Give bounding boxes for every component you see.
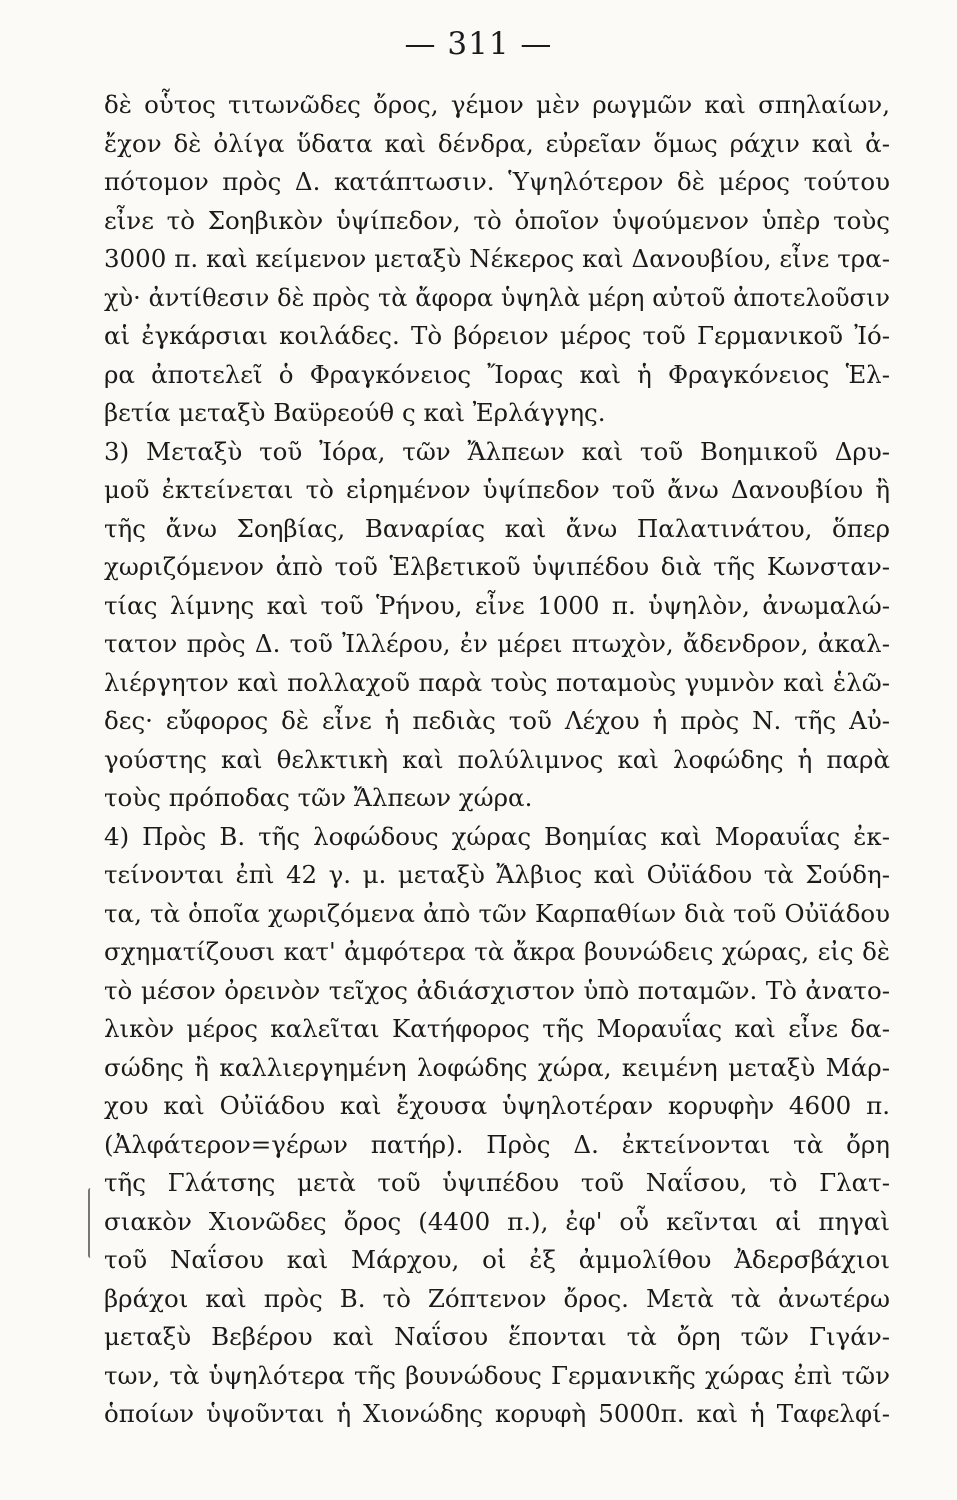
text-line: πότομον πρὸς Δ. κατάπτωσιν. Ὑψηλότερον δὲ μέρος τούτου xyxy=(104,167,890,196)
text-line: λικὸν μέρος καλεῖται Κατήφορος τῆς Μοραυΐας καὶ εἶνε δα- xyxy=(104,1014,890,1043)
text-line: τῆς Γλάτσης μετὰ τοῦ ὑψιπέδου τοῦ Ναΐσου, τὸ Γλατ- xyxy=(104,1168,890,1197)
text-line: χωριζόμενον ἀπὸ τοῦ Ἑλβετικοῦ ὑψιπέδου διὰ τῆς Κωνσταν- xyxy=(104,552,890,581)
text-line: τατον πρὸς Δ. τοῦ Ἰλλέρου, ἐν μέρει πτωχὸν, ἄδενδρον, ἀκαλ- xyxy=(104,629,890,658)
text-line: βετία μεταξὺ Βαϋρεούθ ς καὶ Ἐρλάγγης. xyxy=(104,398,606,427)
page-number: — 311 — xyxy=(404,26,553,62)
text-line: δες· εὔφορος δὲ εἶνε ἡ πεδιὰς τοῦ Λέχου ἡ πρὸς Ν. τῆς Αὐ- xyxy=(104,706,890,735)
margin-mark xyxy=(88,1188,93,1258)
text-line: τίας λίμνης καὶ τοῦ Ῥήνου, εἶνε 1000 π. ὑψηλὸν, ἀνωμαλώ- xyxy=(104,590,890,620)
text-line: τὸ μέσον ὀρεινὸν τεῖχος ἀδιάσχιστον ὑπὸ ποταμῶν. Τὸ ἀνατο- xyxy=(104,975,890,1005)
text-line: μεταξὺ Βεβέρου καὶ Ναΐσου ἕπονται τὰ ὄρη τῶν Γιγάν- xyxy=(104,1322,890,1351)
text-line: γούστης καὶ θελκτικὴ καὶ πολύλιμνος καὶ λοφώδης ἡ παρὰ xyxy=(104,744,890,774)
text-line: 3) Μεταξὺ τοῦ Ἰόρα, τῶν Ἄλπεων καὶ τοῦ Βοημικοῦ Δρυ- xyxy=(104,436,890,466)
text-line: εἶνε τὸ Σοηβικὸν ὑψίπεδον, τὸ ὁποῖον ὑψούμενον ὑπὲρ τοὺς xyxy=(104,205,890,235)
text-line: μοῦ ἐκτείνεται τὸ εἰρημένον ὑψίπεδον τοῦ ἄνω Δανουβίου ἢ xyxy=(104,475,890,504)
text-line: λιέργητον καὶ πολλαχοῦ παρὰ τοὺς ποταμοὺς γυμνὸν καὶ ἑλῶ- xyxy=(104,667,890,697)
text-line: τα, τὰ ὁποῖα χωριζόμενα ἀπὸ τῶν Καρπαθίων διὰ τοῦ Οὐϊάδου xyxy=(104,898,890,928)
text-line: αἱ ἐγκάρσιαι κοιλάδες. Τὸ βόρειον μέρος τοῦ Γερμανικοῦ Ἰό- xyxy=(104,321,890,350)
text-line: 4) Πρὸς Β. τῆς λοφώδους χώρας Βοημίας καὶ Μοραυΐας ἐκ- xyxy=(104,821,890,851)
text-line: ρα ἀποτελεῖ ὁ Φραγκόνειος Ἴορας καὶ ἡ Φραγκόνειος Ἑλ- xyxy=(104,359,890,389)
text-line: ὁποίων ὑψοῦνται ἡ Χιονώδης κορυφὴ 5000π. καὶ ἡ Ταφελφί- xyxy=(104,1399,890,1428)
text-line: σχηματίζουσι κατ' ἀμφότερα τὰ ἄκρα βουνώδεις χώρας, εἰς δὲ xyxy=(104,937,890,966)
text-line: δὲ οὗτος τιτωνῶδες ὄρος, γέμον μὲν ρωγμῶν καὶ σπηλαίων, xyxy=(104,90,890,119)
text-line: ἔχον δὲ ὀλίγα ὕδατα καὶ δένδρα, εὐρεῖαν ὅμως ράχιν καὶ ἀ- xyxy=(104,128,890,158)
body-text xyxy=(104,86,890,1434)
text-line: χὺ· ἀντίθεσιν δὲ πρὸς τὰ ἄφορα ὑψηλὰ μέρη αὐτοῦ ἀποτελοῦσιν xyxy=(104,283,890,312)
text-line: τοὺς πρόποδας τῶν Ἄλπεων χώρα. xyxy=(104,783,533,812)
text-line: τῆς ἄνω Σοηβίας, Βαναρίας καὶ ἄνω Παλατινάτου, ὅπερ xyxy=(104,513,890,543)
text-line: 3000 π. καὶ κείμενον μεταξὺ Νέκερος καὶ Δανουβίου, εἶνε τρα- xyxy=(104,244,890,273)
text-line: τοῦ Ναΐσου καὶ Μάρχου, οἱ ἐξ ἀμμολίθου Ἀδερσβάχιοι xyxy=(104,1245,890,1274)
text-line: βράχοι καὶ πρὸς Β. τὸ Ζόπτενον ὄρος. Μετὰ τὰ ἀνωτέρω xyxy=(104,1283,890,1313)
text-line: (Ἀλφάτερον=γέρων πατήρ). Πρὸς Δ. ἐκτείνονται τὰ ὄρη xyxy=(104,1129,890,1159)
text-line: τείνονται ἐπὶ 42 γ. μ. μεταξὺ Ἄλβιος καὶ Οὐϊάδου τὰ Σούδη- xyxy=(104,860,890,889)
text-line: σώδης ἢ καλλιεργημένη λοφώδης χώρα, κειμένη μεταξὺ Μάρ- xyxy=(104,1052,890,1082)
text-line: σιακὸν Χιονῶδες ὄρος (4400 π.), ἐφ' οὗ κεῖνται αἱ πηγαὶ xyxy=(104,1206,890,1236)
text-line: χου καὶ Οὐϊάδου καὶ ἔχουσα ὑψηλοτέραν κορυφὴν 4600 π. xyxy=(104,1091,890,1120)
text-line: των, τὰ ὑψηλότερα τῆς βουνώδους Γερμανικῆς χώρας ἐπὶ τῶν xyxy=(104,1360,890,1390)
